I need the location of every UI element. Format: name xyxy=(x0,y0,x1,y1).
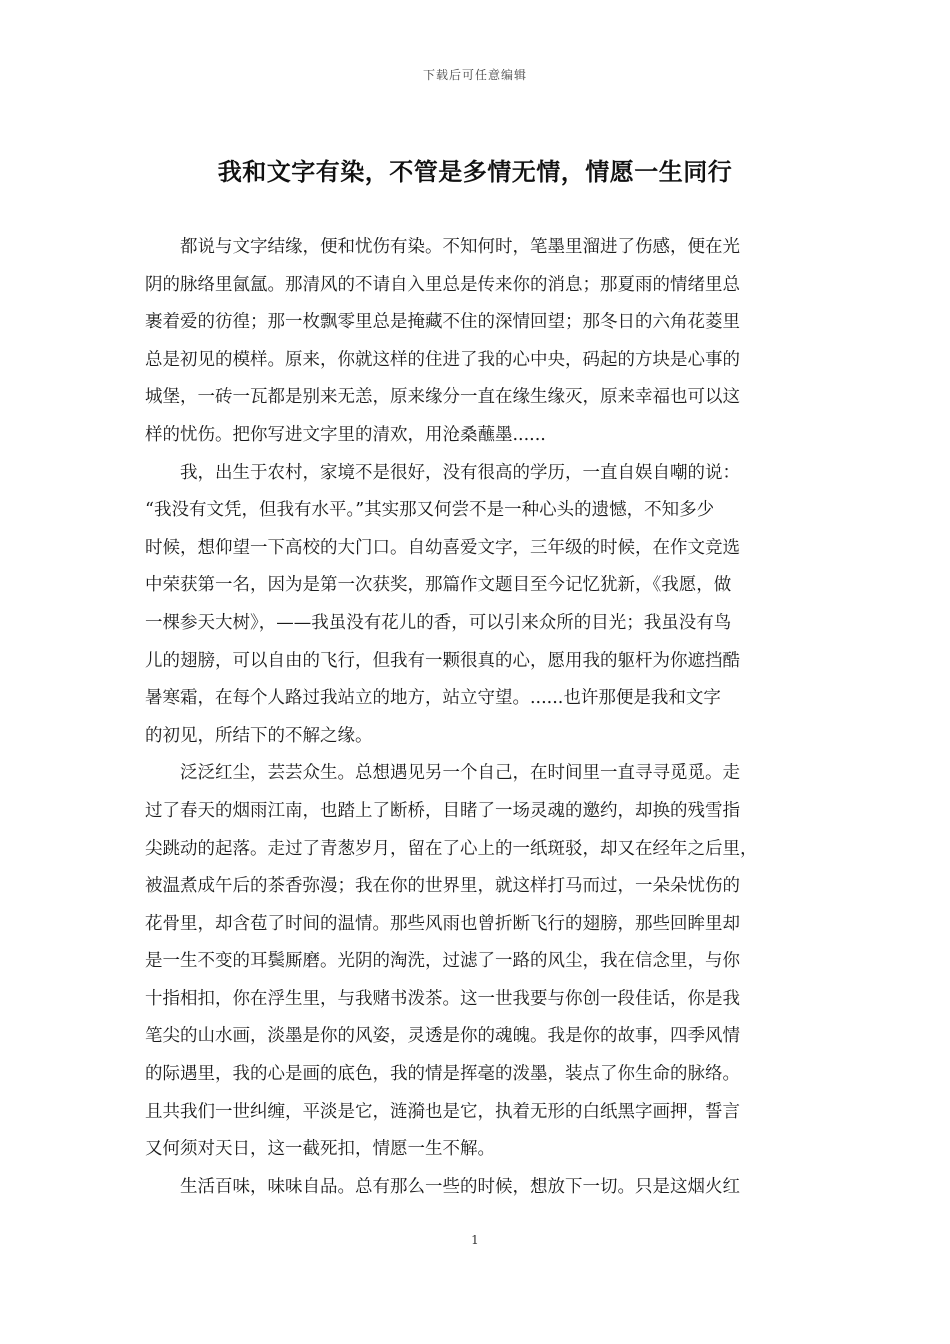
paragraph-3: 泛泛红尘，芸芸众生。总想遇见另一个自己，在时间里一直寻寻觅觅。走 过了春天的烟雨江南，也踏上了断桥，目睹了一场灵魂的邀约，却换的残雪指 尖跳动的起落。走过了青葱岁月，留在了心上的一纸斑驳，却又在经年之后里， 被温煮成午后的茶香弥漫；我在你的世界里，就这样打马而过，一朵朵忧伤的 花骨里，却含苞了时间的温情。那些风雨也曾折断飞行的翅膀，那些回眸里却 是一生不变的耳鬓厮磨。光阴的淘洗，过滤了一路的风尘，我在信念里，与你 十指相扣，你在浮生里，与我赌书泼茶。这一世我要与你创一段佳话，你是我 笔尖的山水画，淡墨是你的风姿，灵透是你的魂魄。我是你的故事，四季风情 的际遇里，我的心是画的底色，我的情是挥毫的泼墨，装点了你生命的脉络。 且共我们一世纠缠，平淡是它，涟漪也是它，执着无形的白纸黑字画押，誓言 又何须对天日，这一截死扣，情愿一生不解。 xyxy=(145,763,758,1160)
paragraph-4: 生活百味，味味自品。总有那么一些的时候，想放下一切。只是这烟火红 xyxy=(180,1176,740,1197)
header-note: 下载后可任意编辑 xyxy=(422,68,527,82)
document-title: 我和文字有染，不管是多情无情，情愿一生同行 xyxy=(217,157,733,186)
paragraph-2: 我，出生于农村，家境不是很好，没有很高的学历，一直自娱自嘲的说： “我没有文凭，但我有水平。”其实那又何尝不是一种心头的遗憾，不知多少 时候，想仰望一下高校的大门口。自幼喜爱文字，三年级的时候，在作文竞选 中荣获第一名，因为是第一次获奖，那篇作文题目至今记忆犹新，《我愿，做 一棵参天大树》，——我虽没有花儿的香，可以引来众所的目光；我虽没有鸟 儿的翅膀，可以自由的飞行，但我有一颗很真的心，愿用我的躯杆为你遮挡酷 暑寒霜，在每个人路过我站立的地方，站立守望。......也许那便是我和文字 的初见，所结下的不解之缘。 xyxy=(145,462,740,746)
document-body xyxy=(145,229,807,1206)
paragraph-1: 都说与文字结缘，便和忧伤有染。不知何时，笔墨里溜进了伤感，便在光 阴的脉络里氤氲。那清风的不请自入里总是传来你的消息；那夏雨的情绪里总 裹着爱的彷徨；那一枚飘零里总是掩藏不住的深情回望；那冬日的六角花菱里 总是初见的模样。原来，你就这样的住进了我的心中央，码起的方块是心事的 城堡，一砖一瓦都是别来无恙，原来缘分一直在缘生缘灭，原来幸福也可以这 样的忧伤。把你写进文字里的清欢，用沧桑蘸墨...... xyxy=(145,237,740,445)
page-number: 1 xyxy=(471,1233,479,1247)
